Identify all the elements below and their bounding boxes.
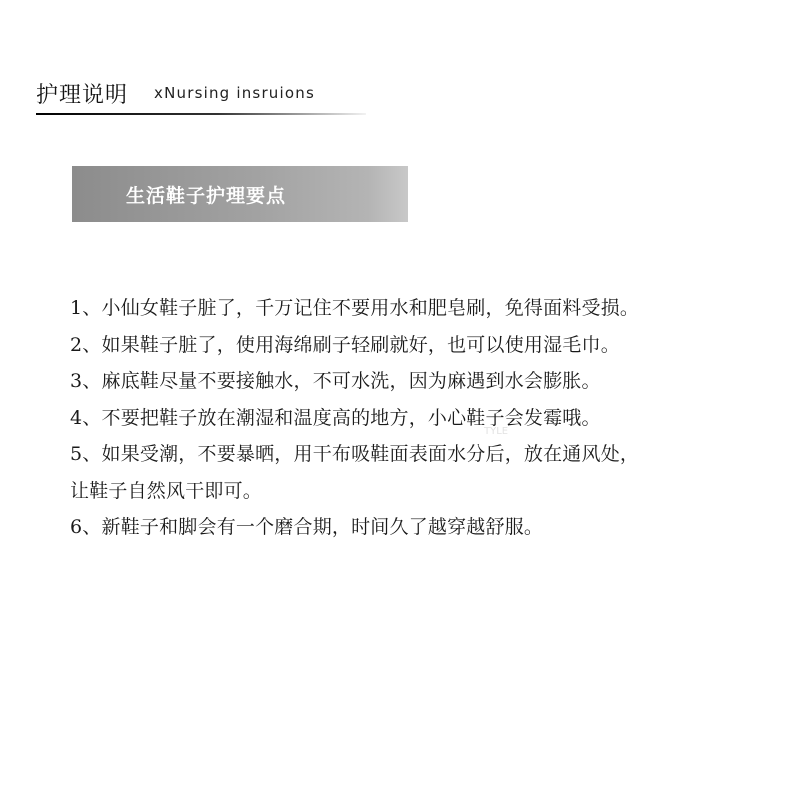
list-item-text: 小仙女鞋子脏了，千万记住不要用水和肥皂刷，免得面料受损。 xyxy=(101,297,640,319)
page-header xyxy=(36,74,376,114)
care-instructions-list xyxy=(70,290,780,546)
list-item-text: 麻底鞋尽量不要接触水，不可水洗，因为麻遇到水会膨胀。 xyxy=(101,370,601,392)
list-item-text: 新鞋子和脚会有一个磨合期，时间久了越穿越舒服。 xyxy=(101,516,544,538)
list-item-number: 6、 xyxy=(70,516,102,538)
list-item-number: 2、 xyxy=(70,333,102,356)
list-item-text: 不要把鞋子放在潮湿和温度高的地方，小心鞋子会发霉哦。 xyxy=(101,406,601,429)
list-item-number: 3、 xyxy=(70,370,102,392)
page-title: 护理说明 xyxy=(36,83,129,108)
list-item-number: 1、 xyxy=(70,297,102,319)
list-item-number: 4、 xyxy=(70,406,102,429)
list-item-text-continued: 让鞋子自然风干即可。 xyxy=(70,479,263,502)
header-divider xyxy=(36,113,366,115)
list-item xyxy=(70,509,780,546)
list-item xyxy=(70,290,780,327)
watermark: TYLE xyxy=(484,426,509,437)
list-item xyxy=(70,363,780,400)
list-item-number: 5、 xyxy=(70,443,102,465)
list-item xyxy=(70,436,780,509)
section-banner-label: 生活鞋子护理要点 xyxy=(126,185,287,207)
list-item xyxy=(70,327,780,364)
list-item-text: 如果鞋子脏了，使用海绵刷子轻刷就好，也可以使用湿毛巾。 xyxy=(101,333,620,356)
list-item-text: 如果受潮，不要暴晒，用干布吸鞋面表面水分后，放在通风处， xyxy=(101,443,640,465)
section-banner xyxy=(72,166,408,222)
list-item xyxy=(70,400,780,437)
page-subtitle: xNursing insruions xyxy=(154,84,315,102)
